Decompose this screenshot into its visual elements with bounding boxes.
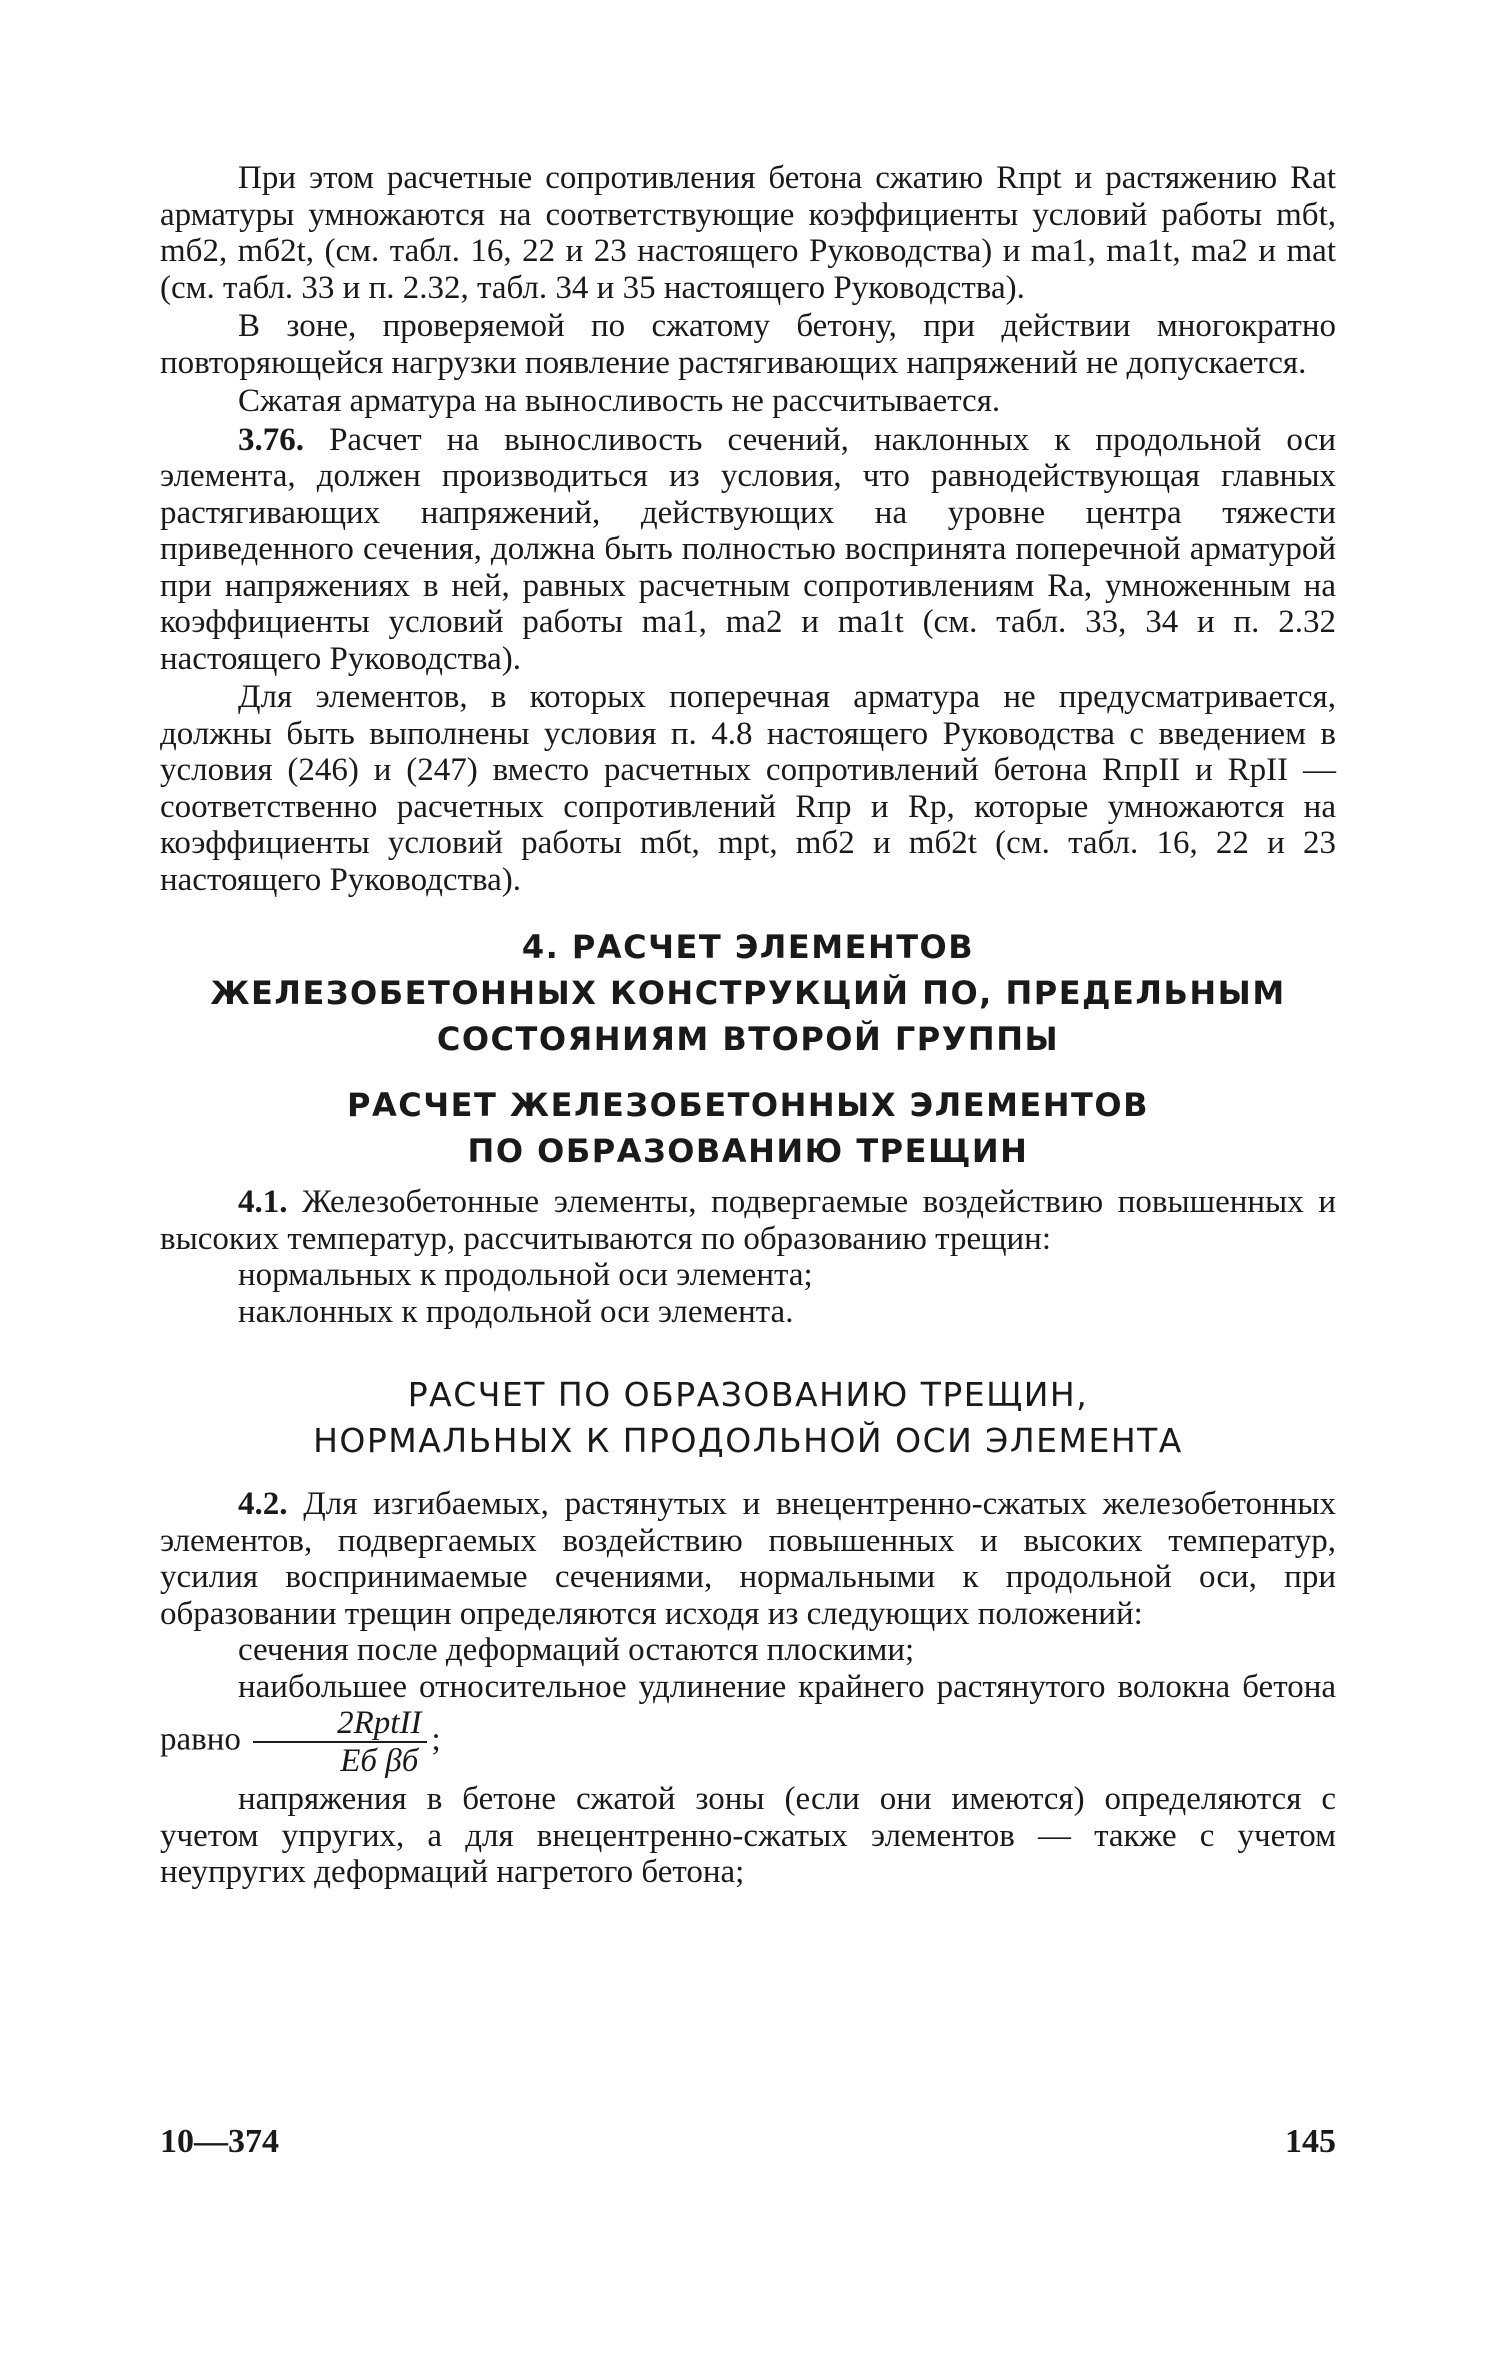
clause-text: Железобетонные элементы, подвергаемые воздействию повышенных и высоких температур, рассчитываются по образованию трещин:	[160, 1184, 1336, 1257]
paragraph-4-2	[160, 1486, 1336, 1632]
formula-suffix: ;	[431, 1721, 441, 1758]
chapter-title-line-1: 4. РАСЧЕТ ЭЛЕМЕНТОВ	[521, 928, 975, 966]
list-item: нормальных к продольной оси элемента;	[238, 1257, 813, 1293]
signature-mark: 10—374	[160, 2123, 279, 2160]
elongation-text: наибольшее относительное удлинение крайнего растянутого волокна бетона равно	[160, 1668, 1336, 1758]
list-item: наклонных к продольной оси элемента.	[238, 1293, 794, 1330]
paragraph-max-elongation	[160, 1669, 1336, 1780]
clause-number: 3.76.	[238, 421, 304, 458]
chapter-title-line-3: СОСТОЯНИЯМ ВТОРОЙ ГРУППЫ	[436, 1020, 1060, 1058]
list-item: сечения после деформаций остаются плоскими;	[238, 1632, 915, 1668]
formula-numerator: 2RptII	[253, 1705, 427, 1743]
chapter-title-line-2: ЖЕЛЕЗОБЕТОННЫХ КОНСТРУКЦИЙ ПО, ПРЕДЕЛЬНЫМ	[210, 974, 1286, 1012]
section-title-line-1: РАСЧЕТ ЖЕЛЕЗОБЕТОННЫХ ЭЛЕМЕНТОВ	[347, 1086, 1149, 1124]
paragraph-compressed-zone-stresses: напряжения в бетоне сжатой зоны (если они имеются) определяются с учетом упругих, а для внецентренно-сжатых элементов — также с учетом неупругих деформаций нагретого бетона;	[160, 1781, 1336, 1890]
formula-denominator: Eб βб	[340, 1743, 419, 1779]
document-page	[160, 160, 1336, 1891]
clause-number: 4.1.	[238, 1184, 288, 1220]
subsection-title-line-2: НОРМАЛЬНЫХ К ПРОДОЛЬНОЙ ОСИ ЭЛЕМЕНТА	[313, 1421, 1183, 1460]
page-number: 145	[1285, 2123, 1336, 2160]
paragraph-compressed-zone: В зоне, проверяемой по сжатому бетону, при действии многократно повторяющейся нагрузки появление растягивающих напряжений не допускается.	[160, 308, 1336, 381]
elongation-formula	[253, 1705, 427, 1779]
paragraph-3-76	[160, 422, 1336, 678]
clause-text: Для изгибаемых, растянутых и внецентренно-сжатых железобетонных элементов, подвергаемых воздействию повышенных и высоких температур, усилия воспринимаемые сечениями, нормальными к продольной оси, при образовании трещин определяются исходя из следующих положений:	[160, 1486, 1336, 1632]
subsection-title-line-1: РАСЧЕТ ПО ОБРАЗОВАНИЮ ТРЕЩИН,	[407, 1375, 1089, 1414]
page-footer	[160, 2123, 1336, 2161]
clause-number: 4.2.	[238, 1486, 288, 1522]
section-title-line-2: ПО ОБРАЗОВАНИЮ ТРЕЩИН	[467, 1132, 1029, 1170]
paragraph-design-resistances: При этом расчетные сопротивления бетона сжатию Rпрt и растяжению Rat арматуры умножаются на соответствующие коэффициенты условий работы mбt, mб2, mб2t, (см. табл. 16, 22 и 23 настоящего Руководства) и ma1, ma1t, ma2 и mat (см. табл. 33 и п. 2.32, табл. 34 и 35 настоящего Руководства).	[160, 160, 1336, 306]
paragraph-no-transverse-reinforcement: Для элементов, в которых поперечная арматура не предусматривается, должны быть выполнены условия п. 4.8 настоящего Руководства с введением в условия (246) и (247) вместо расчетных сопротивлений бетона RпрII и RpII — соответственно расчетных сопротивлений Rпр и Rp, которые умножаются на коэффициенты условий работы mбt, mpt, mб2 и mб2t (см. табл. 16, 22 и 23 настоящего Руководства).	[160, 679, 1336, 898]
paragraph-compressed-reinforcement: Сжатая арматура на выносливость не рассчитывается.	[238, 383, 1001, 419]
clause-text: Расчет на выносливость сечений, наклонных к продольной оси элемента, должен производиться из условия, что равнодействующая главных растягивающих напряжений, действующих на уровне центра тяжести приведенного сечения, должна быть полностью воспринята поперечной арматурой при напряжениях в ней, равных расчетным сопротивлениям Ra, умноженным на коэффициенты условий работы ma1, ma2 и ma1t (см. табл. 33, 34 и п. 2.32 настоящего Руководства).	[160, 421, 1337, 677]
paragraph-4-1	[160, 1184, 1336, 1257]
